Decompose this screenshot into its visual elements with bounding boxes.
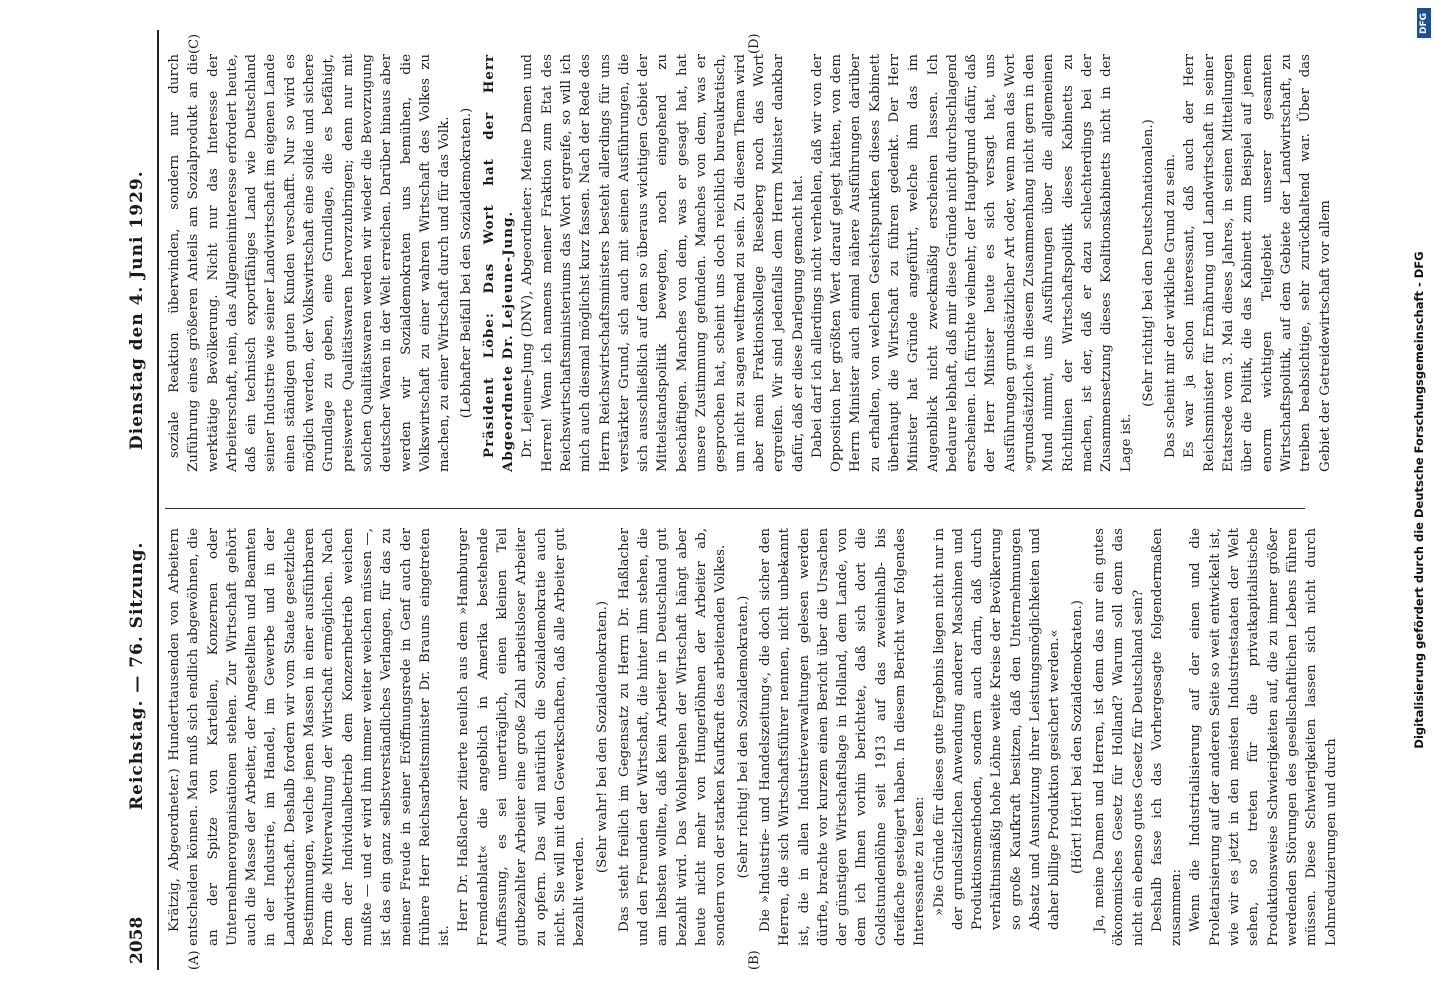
dfg-logo: DFG — [1417, 8, 1431, 38]
header-rule — [157, 30, 159, 970]
interjection: (Sehr richtig! bei den Deutschnationalen.) — [1140, 119, 1156, 407]
paragraph: Die »Industrie- und Handelszeitung«, die doch sicher den Herren, die sich Wirtschaftsführer nennen, nicht unbekannt ist, die in allen Industrieverwaltungen gelesen werden dürfte, brachte vor kurzem einen Bericht über die Ursachen der günstigen Wirtschaftslage in Holland, dem Lande, von dem ich Ihnen vorhin berichtete, daß sich dort die Goldstundenlöhne seit 1913 auf das zweieinhalb- bis dreifache gesteigert haben. In diesem Bericht war folgendes Interessante zu lesen: — [757, 528, 928, 946]
paragraph: Dr. Lejeune-Jung (DNV), Abgeordneter: Meine Damen und Herren! Wenn ich namens meiner Fraktion zum Etat des Reichswirtschaftsministeriums das Wort ergreife, so will ich mich auch diesmal möglichst kurz fassen. Nach der Rede des Herrn Reichswirtschaftsministers besteht allerdings für uns verstärkter Grund, sich auch mit seinen Ausführungen, die sich ausschließlich auf dem so überaus wichtigen Gebiet der Mittelstandspolitik bewegten, noch eingehend zu beschäftigen. Manches von dem, was er gesagt hat, hat unsere Zustimmung gefunden. Manches von dem, was er gesprochen hat, scheint uns doch reichlich bureaukratisch, um nicht zu sagen weltfremd zu sein. Zu diesem Thema wird aber mein Fraktionskollege Rieseberg noch das Wort ergreifen. Wir sind jedenfalls dem Herrn Minister dankbar dafür, daß er diese Darlegung gemacht hat. — [520, 54, 806, 472]
paragraph: Wenn die Industrialisierung auf der einen und die Proletarisierung auf der anderen Seite so weit entwickelt ist, wie wir es jetzt in den meisten Industriestaaten der Welt sehen, so treten für die privatkapitalistische Produktionsweise Schwierigkeiten auf, die zu immer größer werdenden Störungen des gesellschaftlichen Lebens führen müssen. Diese Schwierigkeiten lassen sich nicht durch Lohnreduzierungen und durch — [1188, 528, 1339, 946]
paragraph: Das scheint mir der wirkliche Grund zu sein. — [1163, 153, 1179, 458]
paragraph: Deshalb fasse ich das Vorhergesagte folgendermaßen zusammen: — [1149, 528, 1185, 946]
quotation: »Die Gründe für dieses gute Ergebnis liegen nicht nur in der grundsätzlichen Anwendung anderer Maschinen und Produktionsmethoden, sondern auch darin, daß durch verhältnismäßig hohe Löhne weite Kreise der Bevölkerung so große Kaufkraft besitzen, daß den Unternehmungen Absatz und Ausnutzung ihrer Leistungsmöglichkeiten und daher billige Produktion gesichert werden.« — [931, 528, 1063, 930]
interjection: (Hört! Hört! bei den Sozialdemokraten.) — [1069, 600, 1085, 874]
paragraph: Es war ja schon interessant, daß auch der Herr Reichsminister für Ernährung und Landwirtschaft in seiner Etatsrede vom 3. Mai dieses Jahres, in seinen Mitteilungen über die Politik, die das Kabinett zum Beispiel auf jenem enorm wichtigen Teilgebiet unserer gesamten Wirtschaftspolitik, auf dem Gebiete der Landwirtschaft, zu treiben beabsichtige, sehr zurückhaltend war. Über das Gebiet der Getreidewirtschaft vor allem — [1182, 54, 1333, 472]
interjection: (Sehr richtig! bei den Sozialdemokraten.) — [735, 595, 751, 879]
paragraph: Ja, meine Damen und Herren, ist denn das nur ein gutes ökonomisches Gesetz für Holland? Warum soll denn das nicht ein ebenso gutes Gesetz für Deutschland sein? — [1091, 528, 1146, 946]
paragraph: Krätzig, Abgeordneter.) Hunderttausenden von Arbeitern entscheiden können. Man muß sich endlich abgewöhnen, die an der Spitze von Kartellen, Konzernen oder Unternehmerorganisationen stehen. Zur Wirtschaft gehört auch die Masse der Arbeiter, der Angestellten und Beamten in der Industrie, im Handel, im Gewerbe und in der Landwirtschaft. Deshalb fordern wir vom Staate gesetzliche Bestimmungen, welche jenen Massen in einer ausführbaren Form die Mitverwaltung der Wirtschaft ermöglichen. Nach dem der Individualbetrieb dem Konzernbetrieb weichen mußte — und er wird ihm immer weiter weichen müssen —, ist das ein ganz selbstverständliches Verlangen, für das zu meiner Freude in seiner Eröffnungsrede in Genf auch der frühere Herr Reichsarbeitsminister Dr. Brauns eingetreten ist. — [167, 528, 453, 946]
funding-credit: Digitalisierung gefördert durch die Deutsche Forschungsgemeinschaft - DFG — [1412, 251, 1426, 749]
interjection: (Sehr wahr! bei den Sozialdemokraten.) — [594, 600, 610, 874]
left-column — [165, 528, 1339, 946]
page-header — [117, 30, 157, 970]
session-date: Dienstag den 4. Juni 1929. — [127, 170, 147, 450]
paragraph: Herr Dr. Haßlacher zitierte neulich aus dem »Hamburger Fremdenblatt« die angeblich in Amerika bestehende Auffassung, es sei unerträglich, einen kleinen Teil gutbezahlter Arbeiter eine große Zahl arbeitsloser Arbeiter zu opfern. Das will natürlich die Sozialdemokratie auch nicht. Sie will mit den Gewerkschaften, daß alle Arbeiter gut bezahlt werden. — [456, 528, 588, 946]
rotated-page — [117, 30, 1339, 970]
paragraph: Das steht freilich im Gegensatz zu Herrn Dr. Haßlacher und den Freunden der Wirtschaft, die hinter ihm stehen, die am liebsten wollten, daß kein Arbeiter in Deutschland gut bezahlt wird. Das Wohlergehen der Wirtschaft hängt aber heute nicht mehr von Hungerlöhnen der Arbeiter ab, sondern von der starken Kaufkraft des arbeitenden Volkes. — [616, 528, 729, 946]
page-number: 2058 — [127, 916, 147, 964]
session-title: Reichstag. — 76. Sitzung. — [127, 541, 147, 810]
speaker-line: Präsident Löbe: Das Wort hat der Herr Abgeordnete Dr. Lejeune-Jung. — [480, 54, 517, 472]
right-column — [165, 54, 1333, 472]
paragraph: soziale Reaktion überwinden, sondern nur durch Zuführung eines größeren Anteils am Sozialprodukt an die werktätige Bevölkerung. Nicht nur das Interesse der Arbeiterschaft, nein, das Allgemeininteresse erfordert heute, daß ein technisch exportfähiges Land wie Deutschland seiner Industrie wie seiner Landwirtschaft im eigenen Lande einen ständigen guten Kunden verschafft. Nur so wird es möglich werden, der Volkswirtschaft eine solide und sichere Grundlage zu geben, eine Grundlage, die es befähigt, preiswerte Qualitätswaren hervorzubringen; denn nur mit solchen Qualitätswaren werden wir wieder die Bevorzugung deutscher Waren in der Welt erreichen. Darüber hinaus aber werden wir Sozialdemokraten uns bemühen, die Volkswirtschaft zu einer wahren Wirtschaft des Volkes zu machen, zu einer Wirtschaft durch und für das Volk. — [167, 54, 453, 472]
interjection: (Lebhafter Beifall bei den Sozialdemokraten.) — [459, 107, 475, 419]
column-divider — [165, 508, 1305, 509]
margin-marker-c: (C) — [187, 33, 202, 54]
margin-marker-a: (A) — [187, 950, 202, 970]
margin-marker-b: (B) — [747, 950, 762, 970]
paragraph: Dabei darf ich allerdings nicht verhehlen, daß wir von der Opposition her größten Wert darauf gelegt hätten, von dem Herrn Minister auch einmal nähere Ausführungen darüber zu erhalten, von welchen Gesichtspunkten dieses Kabinett überhaupt die Wirtschaft zu führen gedenkt. Der Herr Minister hat Gründe angeführt, welche ihm das im Augenblick nicht zweckmäßig erscheinen lassen. Ich bedaure lebhaft, daß mir diese Gründe nicht durchschlagend erscheinen. Ich fürchte vielmehr, der Hauptgrund dafür, daß der Herr Minister heute es sich versagt hat, uns Ausführungen grundsätzlicher Art oder, wenn man das Wort »grundsätzlich« in diesem Zusammenhang nicht gern in den Mund nimmt, uns Ausführungen über die allgemeinen Richtlinien der Wirtschaftspolitik dieses Kabinetts zu machen, ist der, daß er dazu schlechterdings bei der Zusammensetzung dieses Koalitionskabinetts nicht in der Lage ist. — [809, 54, 1134, 472]
digitization-sidebar — [1412, 0, 1434, 1000]
margin-marker-d: (D) — [747, 33, 762, 54]
